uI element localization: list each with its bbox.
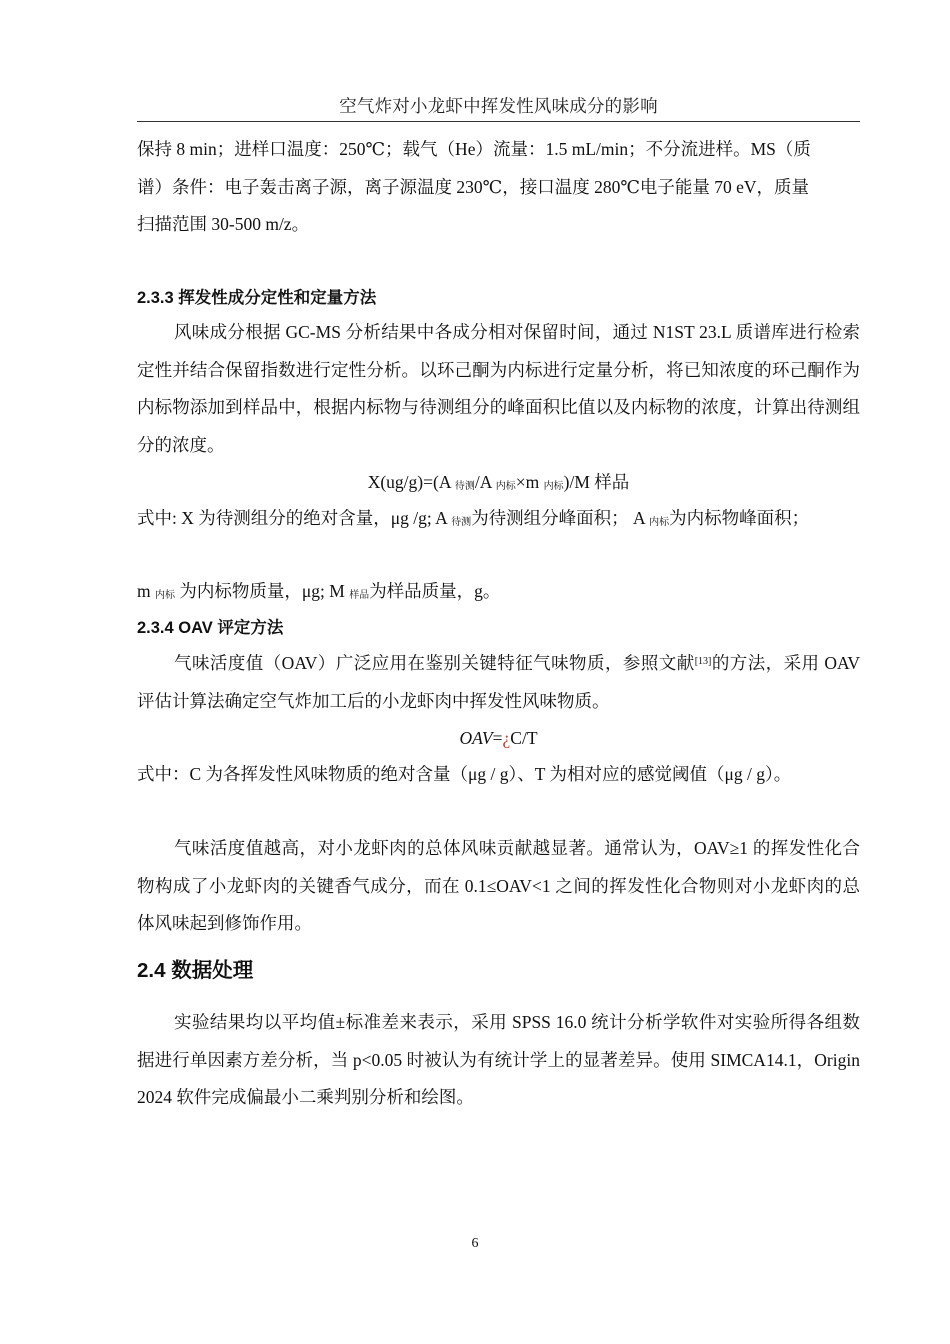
legend-part: 为样品质量，g。 bbox=[369, 581, 501, 601]
formula-subscript: 待测 bbox=[454, 481, 475, 492]
formula-equals: = bbox=[492, 728, 503, 748]
legend-subscript: 内标 bbox=[649, 517, 670, 528]
section-heading-2-4: 2.4 数据处理 bbox=[137, 959, 254, 982]
text-line: 保持 8 min；进样口温度：250℃；载气（He）流量：1.5 mL/min；不分流进样。MS（质 bbox=[137, 139, 811, 159]
citation-reference[interactable]: [13] bbox=[694, 656, 712, 667]
section-heading-2-3-3: 2.3.3 挥发性成分定性和定量方法 bbox=[137, 289, 377, 307]
legend-part: m bbox=[137, 581, 155, 601]
formula-legend-line-1 bbox=[137, 500, 860, 541]
continued-paragraph bbox=[137, 131, 860, 244]
legend-subscript: 样品 bbox=[349, 590, 370, 601]
legend-part: 为待测组分峰面积； A bbox=[471, 508, 650, 528]
section-2-3-3-paragraph: 风味成分根据 GC-MS 分析结果中各成分相对保留时间，通过 N1ST 23.L 质谱库进行检索定性并结合保留指数进行定性分析。以环己酮为内标进行定量分析，将已知浓度的环己酮作为内标物添加到样品中，根据内标物与待测组分的峰面积比值以及内标物的浓度，计算出待测组分的浓度。 bbox=[137, 322, 860, 455]
running-header-title: 空气炸对小龙虾中挥发性风味成分的影响 bbox=[339, 96, 658, 116]
section-2-4-paragraph: 实验结果均以平均值±标准差来表示，采用 SPSS 16.0 统计分析学软件对实验所得各组数据进行单因素方差分析，当 p<0.05 时被认为有统计学上的显著差异。使用 SIMCA14.1，Origin 2024 软件完成偏最小二乘判别分析和绘图。 bbox=[137, 1012, 860, 1107]
text-line: 扫描范围 30-500 m/z。 bbox=[137, 214, 310, 234]
page-number: 6 bbox=[471, 1236, 479, 1251]
oav-formula-legend: 式中：C 为各挥发性风味物质的绝对含量（μg / g）、T 为相对应的感觉阈值（μg / g）。 bbox=[137, 764, 792, 784]
oav-formula bbox=[137, 724, 860, 752]
formula-glyph: ¿ bbox=[502, 728, 511, 748]
formula-subscript: 内标 bbox=[543, 481, 564, 492]
formula-subscript: 内标 bbox=[495, 481, 516, 492]
header-rule bbox=[137, 121, 860, 122]
legend-subscript: 内标 bbox=[155, 590, 175, 601]
text-line: 谱）条件：电子轰击离子源，离子源温度 230℃，接口温度 280℃电子能量 70 eV，质量 bbox=[137, 176, 810, 197]
formula-part: /A bbox=[474, 472, 496, 492]
legend-part: 式中: X 为待测组分的绝对含量，μg /g; A bbox=[137, 508, 452, 528]
formula-lhs: OAV bbox=[459, 728, 493, 748]
paragraph-text: 的方法，采用 OAV 评估计算法确定空气炸加工后的小龙虾肉中挥发性风味物质。 bbox=[137, 653, 860, 711]
legend-part: 为内标物峰面积； bbox=[669, 508, 810, 528]
formula-legend-line-2 bbox=[137, 573, 860, 614]
legend-subscript: 待测 bbox=[451, 517, 472, 528]
formula-part: ×m bbox=[515, 472, 544, 492]
formula-part: )/M 样品 bbox=[563, 472, 630, 492]
legend-part: 为内标物质量，μg; M bbox=[175, 581, 350, 601]
formula-rhs: C/T bbox=[510, 728, 538, 748]
section-2-3-4-paragraph-1 bbox=[137, 645, 860, 720]
quantification-formula bbox=[137, 468, 860, 500]
section-2-3-4-paragraph-2: 气味活度值越高，对小龙虾肉的总体风味贡献越显著。通常认为，OAV≥1 的挥发性化合物构成了小龙虾肉的关键香气成分，而在 0.1≤OAV<1 之间的挥发性化合物则对小龙虾肉的总体风味起到修饰作用。 bbox=[137, 838, 860, 933]
section-heading-2-3-4: 2.3.4 OAV 评定方法 bbox=[137, 619, 284, 637]
formula-part: X(ug/g)=(A bbox=[367, 472, 455, 492]
paragraph-text: 气味活度值（OAV）广泛应用在鉴别关键特征气味物质，参照文献 bbox=[174, 653, 695, 673]
